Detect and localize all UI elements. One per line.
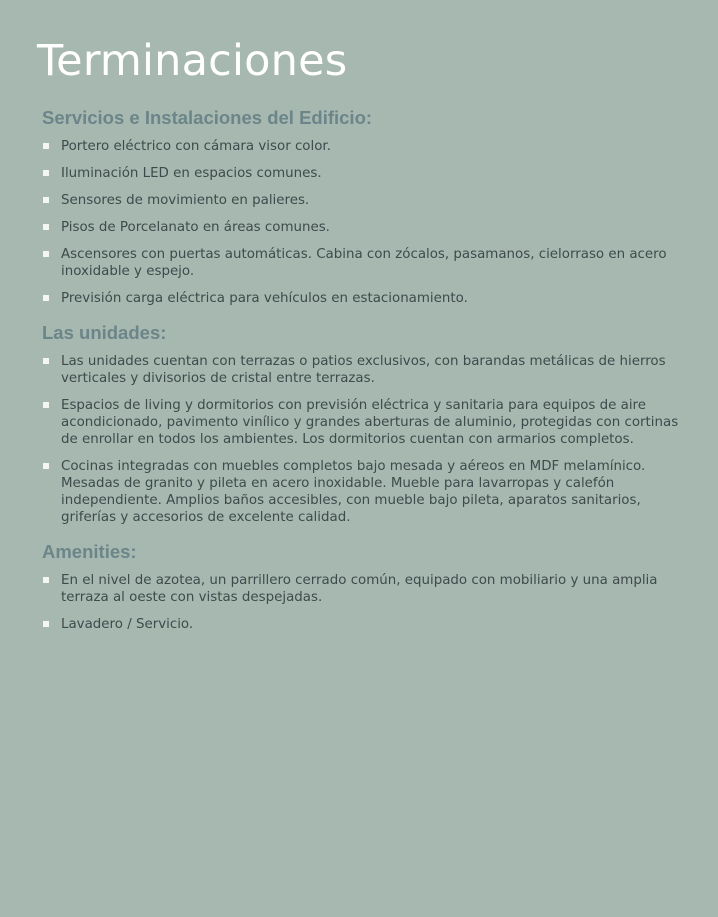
square-bullet-icon bbox=[43, 463, 49, 469]
list-item-text: Lavadero / Servicio. bbox=[61, 617, 194, 632]
square-bullet-icon bbox=[43, 621, 49, 627]
list-item bbox=[42, 138, 687, 155]
list-item-text: En el nivel de azotea, un parrillero cerrado común, equipado con mobiliario y una amplia terraza al oeste con vistas despejadas. bbox=[61, 573, 658, 605]
list-item bbox=[42, 397, 687, 448]
section-unidades bbox=[42, 321, 687, 526]
bullet-list bbox=[42, 572, 687, 633]
square-bullet-icon bbox=[43, 358, 49, 364]
square-bullet-icon bbox=[43, 197, 49, 203]
section-heading: Amenities: bbox=[42, 541, 137, 562]
square-bullet-icon bbox=[43, 143, 49, 149]
bullet-list bbox=[42, 353, 687, 526]
list-item bbox=[42, 616, 687, 633]
square-bullet-icon bbox=[43, 295, 49, 301]
bullet-list bbox=[42, 138, 687, 307]
list-item-text: Cocinas integradas con muebles completos bajo mesada y aéreos en MDF melamínico. Mesadas de granito y pileta en acero inoxidable. Mueble para lavarropas y calefón independiente. Amplios baños accesibles, con mueble bajo pileta, aparatos sanitarios, griferías y accesorios de excelente calidad. bbox=[61, 459, 646, 525]
list-item-text: Ascensores con puertas automáticas. Cabina con zócalos, pasamanos, cielorraso en acero inoxidable y espejo. bbox=[61, 247, 667, 279]
list-item-text: Previsión carga eléctrica para vehículos en estacionamiento. bbox=[61, 291, 468, 306]
list-item-text: Portero eléctrico con cámara visor color. bbox=[61, 139, 331, 154]
list-item bbox=[42, 290, 687, 307]
list-item bbox=[42, 165, 687, 182]
page-title: Terminaciones bbox=[37, 36, 348, 86]
list-item bbox=[42, 192, 687, 209]
list-item bbox=[42, 458, 687, 526]
square-bullet-icon bbox=[43, 251, 49, 257]
list-item-text: Sensores de movimiento en palieres. bbox=[61, 193, 310, 208]
list-item-text: Pisos de Porcelanato en áreas comunes. bbox=[61, 220, 330, 235]
content-body bbox=[42, 106, 687, 643]
list-item bbox=[42, 572, 687, 606]
list-item-text: Espacios de living y dormitorios con previsión eléctrica y sanitaria para equipos de aire acondicionado, pavimento vinílico y grandes aberturas de aluminio, protegidas con cortinas de enrollar en todos los ambientes. Los dormitorios cuentan con armarios completos. bbox=[61, 398, 679, 447]
list-item bbox=[42, 219, 687, 236]
section-heading: Las unidades: bbox=[42, 322, 167, 343]
section-heading: Servicios e Instalaciones del Edificio: bbox=[42, 107, 373, 128]
square-bullet-icon bbox=[43, 224, 49, 230]
list-item-text: Iluminación LED en espacios comunes. bbox=[61, 166, 322, 181]
section-servicios bbox=[42, 106, 687, 307]
square-bullet-icon bbox=[43, 170, 49, 176]
list-item bbox=[42, 246, 687, 280]
list-item-text: Las unidades cuentan con terrazas o patios exclusivos, con barandas metálicas de hierros verticales y divisorios de cristal entre terrazas. bbox=[61, 354, 666, 386]
square-bullet-icon bbox=[43, 577, 49, 583]
list-item bbox=[42, 353, 687, 387]
section-amenities bbox=[42, 540, 687, 633]
square-bullet-icon bbox=[43, 402, 49, 408]
